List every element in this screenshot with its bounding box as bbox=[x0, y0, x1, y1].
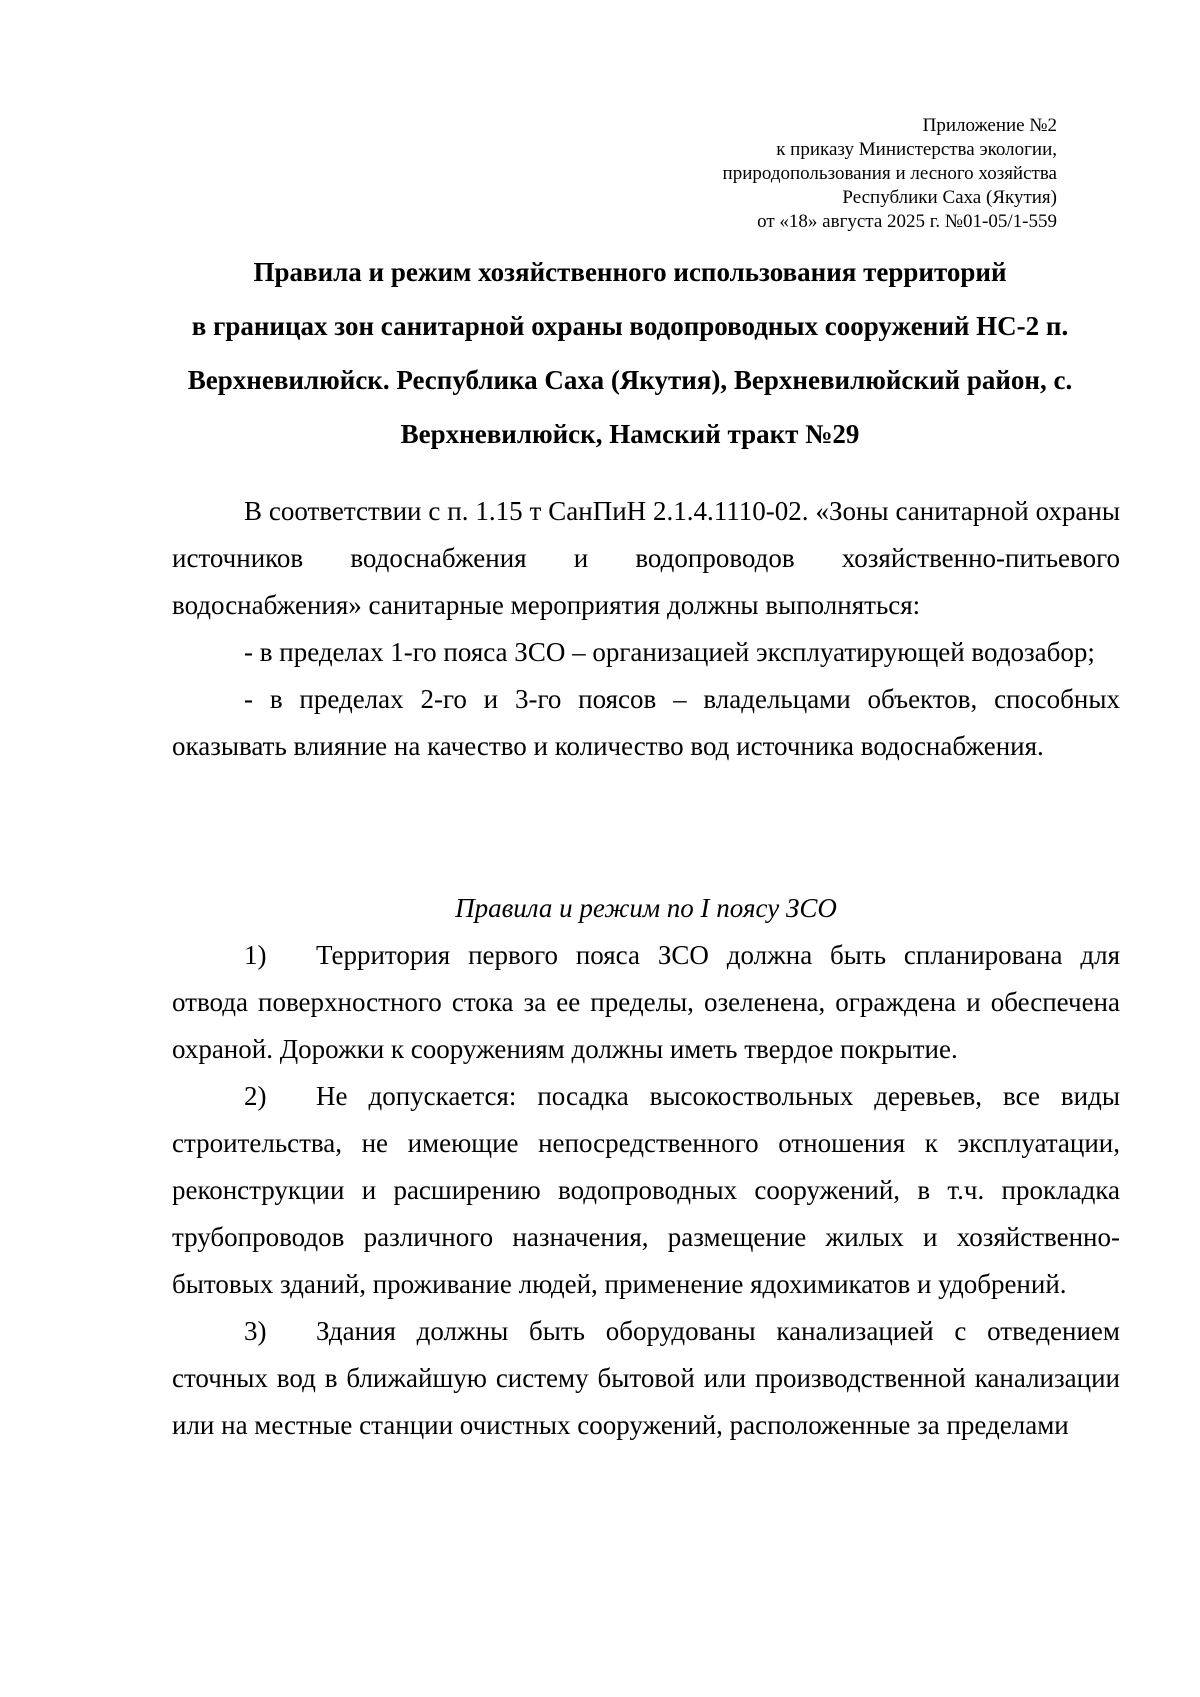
appendix-line: Республики Саха (Якутия) bbox=[842, 187, 1057, 208]
intro-paragraph: - в пределах 2-го и 3-го поясов – владельцами объектов, способных оказывать влияние на качество и количество вод источника водоснабжения. bbox=[172, 684, 1120, 761]
rule-item bbox=[172, 932, 1120, 1073]
rule-text: Не допускается: посадка высокоствольных деревьев, все виды строительства, не имеющие непосредственного отношения к эксплуатации, реконструкции и расширению водопроводных сооружений, в т.ч. прокладка трубопроводов различного назначения, размещение жилых и хозяйственно-бытовых зданий, проживание людей, применение ядохимикатов и удобрений. bbox=[172, 1081, 1120, 1299]
rule-text: Здания должны быть оборудованы канализацией с отведением сточных вод в ближайшую систему бытовой или производственной канализации или на местные станции очистных сооружений, расположенные за пределами bbox=[172, 1316, 1120, 1440]
title-line: Верхневилюйск. Республика Саха (Якутия), Верхневилюйский район, с. bbox=[187, 365, 1073, 395]
rules-list bbox=[172, 932, 1120, 1449]
intro-paragraph: В соответствии с п. 1.15 т СанПиН 2.1.4.1110-02. «Зоны санитарной охраны источников водоснабжения и водопроводов хозяйственно-питьевого водоснабжения» санитарные мероприятия должны выполняться: bbox=[172, 496, 1120, 620]
rule-number: 2) bbox=[244, 1081, 267, 1111]
appendix-line: Приложение №2 bbox=[922, 115, 1057, 136]
intro-paragraph: - в пределах 1-го пояса ЗСО – организацией эксплуатирующей водозабор; bbox=[244, 637, 1095, 667]
intro-section bbox=[172, 488, 1120, 770]
appendix-header bbox=[723, 114, 1057, 234]
rule-text: Территория первого пояса ЗСО должна быть спланирована для отвода поверхностного стока за ее пределы, озеленена, ограждена и обеспечена охраной. Дорожки к сооружениям должны иметь твердое покрытие. bbox=[172, 940, 1120, 1064]
appendix-line: природопользования и лесного хозяйства bbox=[722, 163, 1057, 184]
appendix-line: от «18» августа 2025 г. №01-05/1-559 bbox=[757, 211, 1057, 232]
document-title bbox=[160, 245, 1100, 461]
rule-item bbox=[172, 1308, 1120, 1449]
rule-number: 1) bbox=[244, 940, 267, 970]
rule-number: 3) bbox=[244, 1316, 267, 1346]
title-line: в границах зон санитарной охраны водопроводных сооружений НС-2 п. bbox=[191, 311, 1069, 341]
appendix-line: к приказу Министерства экологии, bbox=[776, 139, 1057, 160]
title-line: Правила и режим хозяйственного использования территорий bbox=[253, 257, 1007, 287]
rule-item bbox=[172, 1073, 1120, 1308]
title-line: Верхневилюйск, Намский тракт №29 bbox=[400, 419, 860, 449]
section-heading: Правила и режим по I поясу ЗСО bbox=[455, 893, 837, 923]
